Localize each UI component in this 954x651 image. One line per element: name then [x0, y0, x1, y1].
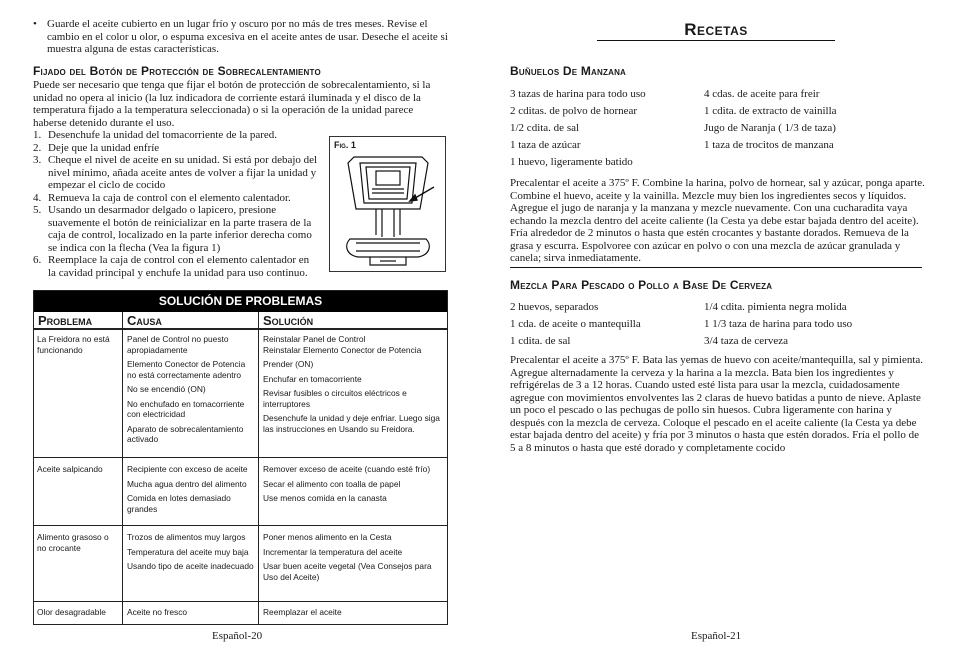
table-row: Alimento grasoso o no crocante: [37, 532, 109, 553]
ingredient-row: 2 cditas. de polvo de hornear 1 cdita. de extracto de vainilla: [510, 105, 837, 117]
step-item: 6. Reemplace la caja de control con el elemento calentador en la cavidad principal y enchufe la unidad para uso continuo.: [33, 254, 310, 279]
ingredient-row: 1 cda. de aceite o mantequilla 1 1/3 taza de harina para todo uso: [510, 318, 853, 330]
bullet-icon: •: [33, 18, 37, 30]
column-header-solution: Solución: [259, 312, 447, 329]
overheat-heading: Fijado del Botón de Protección de Sobrecalentamiento: [33, 64, 321, 78]
oil-storage-note: [33, 18, 448, 56]
column-divider: [122, 312, 123, 625]
recipes-title: Recetas: [684, 20, 748, 39]
step-item: 1. Desenchufe la unidad del tomacorriente de la pared.: [33, 129, 278, 141]
solution-cell: Poner menos alimento en la Cesta Incrementar la temperatura del aceite Usar buen aceite vegetal (Vea Consejos para Uso del Aceite): [263, 532, 432, 582]
cause-cell: Panel de Control no puesto apropiadamente Elemento Conector de Potencia no está correctamente adentro No se encendió (ON) No enchufado en tomacorriente con electricidad Aparato de sobrecalentamiento activado: [127, 334, 246, 444]
recipe2-ingredients: [510, 301, 890, 352]
step-item: 4. Remueva la caja de control con el elemento calentador.: [33, 191, 291, 204]
title-underline: [597, 40, 835, 41]
ingredient-row: 1 cdita. de sal 3/4 taza de cerveza: [510, 335, 788, 347]
solution-cell: Remover exceso de aceite (cuando esté frío) Secar el alimento con toalla de papel Use menos comida en la canasta: [263, 464, 431, 503]
recipe2-instructions: Precalentar el aceite a 375º F. Bata las yemas de huevo con aceite/mantequilla, sal y pimienta. Agregue alternadamente la cerveza y la harina a la mezcla. Bata bien los ingredientes y refrigérelas de 3 a 12 horas. Cuando usted esté lista para usar la mezcla, cuidadosamente agregue con movimientos envolventes las 2 claras de huevo batidas a punto de nieve. Aplaste un poco el pescado o las pechugas de pollo sin huesos. Cubra ligeramente con harina y después con la mezcla de cerveza. Coloque el pescado en el aceite caliente (la Cesta ya debe estar bajada dentro del aceite) y fría por 3 minutos o hasta que estén dorados. Fría el pollo de 5 a 8 minutos o hasta que esté dorado y completamente cocido: [510, 354, 924, 454]
ingredient-row: 1 huevo, ligeramente batido: [510, 156, 633, 168]
step-item: 3. Cheque el nivel de aceite en su unidad. Si está por debajo del nivel mínimo, añada aceite antes de volver a fijar la unidad y empezar el ciclo de cocido: [33, 154, 318, 191]
cause-cell: Trozos de alimentos muy largos Temperatura del aceite muy baja Usando tipo de aceite inadecuado: [127, 532, 254, 571]
recipe2-title: Mezcla Para Pescado o Pollo a Base De Cerveza: [510, 278, 773, 292]
column-divider: [258, 312, 259, 625]
ingredient-row: 2 huevos, separados 1/4 cdita. pimienta negra molida: [510, 301, 847, 313]
figure-1: [329, 136, 446, 272]
table-row: La Freidora no está funcionando: [37, 334, 110, 355]
table-title: SOLUCIÓN DE PROBLEMAS: [34, 291, 447, 312]
page-number-right: Español-21: [691, 630, 742, 642]
step-item: 2. Deje que la unidad enfríe: [33, 141, 160, 154]
overheat-intro: Puede ser necesario que tenga que fijar el botón de protección de sobrecalentamiento, si la unidad no opera al inicio (la luz indicadora de corriente estará iluminada y el disco de la temperatura fijado a la temperatura seleccionada) o si la operación de la unidad parece haberse detenido durante el uso.: [33, 79, 431, 129]
row-divider: [34, 457, 447, 458]
table-row: Olor desagradable: [37, 607, 106, 617]
row-divider: [34, 329, 447, 330]
recipe1-title: Buñuelos De Manzana: [510, 64, 627, 78]
recipe1-ingredients: [510, 88, 890, 173]
oil-storage-text: Guarde el aceite cubierto en un lugar frío y oscuro por no más de tres meses. Revise el cambio en el color u olor, o espuma excesiva en el aceite antes de usar. Deseche el aceite si muestra alguna de estas características.: [47, 18, 448, 55]
page-number-left: Español-20: [212, 630, 263, 642]
table-row: Aceite salpicando: [37, 464, 103, 474]
cause-cell: Aceite no fresco: [127, 607, 188, 617]
reset-steps: [33, 129, 318, 279]
control-box-illustration-icon: [336, 153, 440, 269]
solution-cell: Reemplazar el aceite: [263, 607, 342, 617]
ingredient-row: 3 tazas de harina para todo uso 4 cdas. de aceite para freir: [510, 88, 820, 100]
solution-cell: Reinstalar Panel de Control Reinstalar Elemento Conector de Potencia Prender (ON) Enchufar en tomacorriente Revisar fusibles o circuitos eléctricos e interruptores Desenchufe la unidad y deje enfriar. Luego siga las instrucciones en Usando su Freidora.: [263, 334, 440, 434]
recipe-divider: [510, 267, 922, 268]
column-header-cause: Causa: [123, 312, 259, 329]
row-divider: [34, 601, 447, 602]
troubleshooting-table: [33, 290, 448, 625]
ingredient-row: 1/2 cdita. de sal Jugo de Naranja ( 1/3 de taza): [510, 122, 836, 134]
step-item: 5. Usando un desarmador delgado o lapicero, presione suavemente el botón de reinicializar en la parte trasera de la caja de control, localizado en la parte inferior derecha como se indica con la flecha (Vea la figura 1): [33, 204, 312, 254]
column-header-problem: Problema: [34, 312, 123, 329]
figure-label: Fig. 1: [334, 140, 356, 150]
row-divider: [34, 525, 447, 526]
ingredient-row: 1 taza de azúcar 1 taza de trocitos de manzana: [510, 139, 834, 151]
recipe1-instructions: Precalentar el aceite a 375º F. Combine la harina, polvo de hornear, sal y azúcar, ponga aparte. Combine el huevo, aceite y la vainilla. Mezcle muy bien los ingredientes secos y líquidos. Agregue el jugo de naranja y la manzana y mezcle nuevamente. Con una cucharadita vaya echando la mezcla dentro del aceite caliente (la Cesta ya debe estar bajada dentro del aceite). Fría alrededor de 2 minutos o hasta que estén crocantes y bastante dorados. Remueva de la grasa y escurra. Espolvoree con azúcar en polvo o con una mezcla de azúcar granulada y canela; sirva inmediatamente.: [510, 177, 925, 264]
cause-cell: Recipiente con exceso de aceite Mucha agua dentro del alimento Comida en lotes demasiado grandes: [127, 464, 248, 514]
